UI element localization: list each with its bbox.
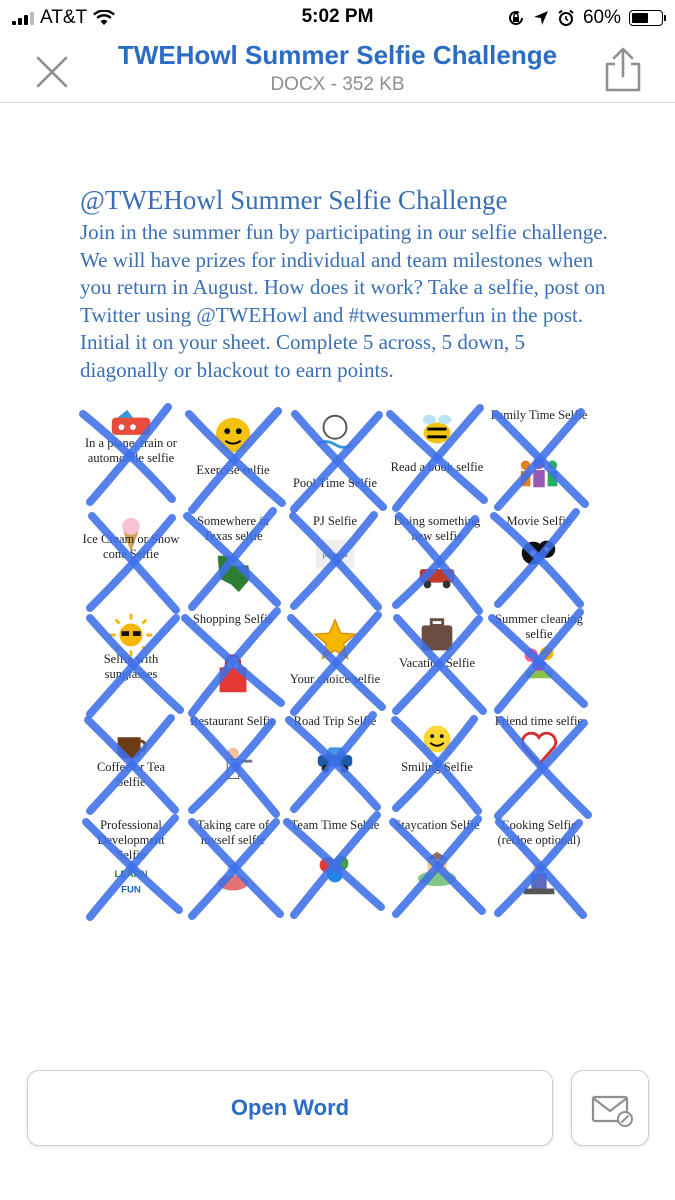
carrier-label: AT&T [40,7,88,28]
bingo-cell [386,510,488,612]
bingo-cell [488,408,590,510]
bingo-cell-label: Road Trip Selfie [293,714,377,728]
document-title: TWEHowl Summer Selfie Challenge [117,40,558,70]
bingo-cell [182,510,284,612]
bingo-cell-label: Coffee or Tea Selfie [96,760,166,789]
car-icon [312,734,358,780]
learning-icon [108,858,154,904]
selfie-bingo-grid [80,408,590,918]
close-icon[interactable] [30,50,74,94]
clock: 5:02 PM [301,6,374,27]
bingo-cell [80,714,182,816]
document-body-text: Join in the summer fun by participating in our selfie challenge. We will have prizes for individual and team milestones when you return in August. How does it work? Take a selfie, post on Twitter using @TWEHowl and #twesummerfun in the post. Initial it on your sheet. Complete 5 across, 5 down, 5 diagonally or blackout to earn points. [80,220,608,382]
bingo-cell-label: Smiling Selfie [401,760,473,774]
family-icon [516,448,562,494]
bingo-cell [182,612,284,714]
bingo-cell-label: Pool Time Selfie [292,476,378,490]
battery-percent: 60% [582,7,621,28]
bingo-cell-label: Movie Selfie [506,514,572,528]
bingo-cell [284,714,386,816]
waiter-icon [210,742,256,788]
heart-icon [516,724,562,770]
bingo-cell [386,408,488,510]
smile-sun-icon [414,716,460,762]
bingo-cell-label: Exercise selfie [196,463,270,477]
battery-icon [629,10,663,26]
status-bar [0,0,675,36]
film-reel-icon [516,532,562,578]
document-header [0,36,675,103]
bingo-cell-label: Staycation Selfie [394,818,480,832]
cooking-icon [516,854,562,900]
bingo-cell [386,816,488,918]
bingo-cell-label: In a plane, train or automobile selfie [85,436,177,465]
pajamas-icon [312,532,358,578]
bingo-cell [284,510,386,612]
bingo-cell-label: Shopping Selfie [192,612,274,626]
self-care-icon [210,854,256,900]
suitcase-icon [414,612,460,658]
star-icon [312,616,358,662]
bingo-cell-label: Doing something new selfie [393,514,481,543]
location-icon [533,10,549,26]
texas-map-icon [210,550,256,596]
bingo-cell [80,816,182,918]
bingo-cell [80,612,182,714]
new-activity-icon [414,550,460,596]
bingo-cell [182,816,284,918]
bingo-cell-label: Somewhere in Texas selfie [197,514,269,543]
bingo-cell [284,816,386,918]
bingo-cell-label: Restaurant Selfie [190,714,276,728]
shopping-bag-icon [210,652,256,698]
bingo-cell [80,510,182,612]
bingo-cell-label: Team Time Selfie [290,818,380,832]
open-word-button[interactable]: Open Word [27,1070,553,1146]
bottom-action-bar [0,1063,675,1200]
pool-icon [312,410,358,456]
bingo-cell-label: Summer cleaning selfie [495,612,583,641]
bingo-cell-label: Cooking Selfie (recipe optional) [497,818,581,847]
bingo-cell [488,510,590,612]
share-icon[interactable] [601,46,645,94]
bingo-cell-label: Vacation Selfie [398,656,475,670]
screen-lock-icon [507,9,525,27]
bingo-cell [488,714,590,816]
bingo-cell-label: Selfie with sunglasses [103,652,159,681]
exercise-icon [210,412,256,458]
svg-text:FUN: FUN [121,884,141,896]
bingo-cell [182,714,284,816]
bingo-cell-label: Taking care of myself selfie [196,818,269,847]
alarm-icon [557,9,575,27]
mail-button[interactable] [571,1070,649,1146]
staycation-icon [414,846,460,892]
bingo-cell [488,612,590,714]
bingo-cell-label: Your choice selfie [289,672,381,686]
bingo-cell-label: Professional Development Selfie [97,818,165,862]
svg-text:LEARN: LEARN [114,869,148,881]
team-icon [312,844,358,890]
flowers-icon [516,638,562,684]
bingo-cell-label: Friend time selfie [494,714,584,728]
bingo-cell-label: Ice Cream or Snow cone Selfie [82,532,180,561]
bingo-cell [80,408,182,510]
document-file-info: DOCX - 352 KB [270,74,405,95]
bingo-cell-label: Read a book selfie [390,460,484,474]
bingo-cell [386,612,488,714]
bingo-cell [488,816,590,918]
bingo-cell-label: PJ Selfie [312,514,358,528]
bingo-cell-label: Family Time Selfie [490,408,588,422]
bingo-cell [284,408,386,510]
bingo-cell [386,714,488,816]
bingo-cell [284,612,386,714]
bingo-cell [182,408,284,510]
document-preview[interactable] [0,103,675,1063]
svg-text:pajamas: pajamas [322,549,348,559]
document-heading: @TWEHowl Summer Selfie Challenge [80,185,508,215]
bee-reading-icon [414,408,460,454]
mail-attachment-icon [572,1071,650,1147]
